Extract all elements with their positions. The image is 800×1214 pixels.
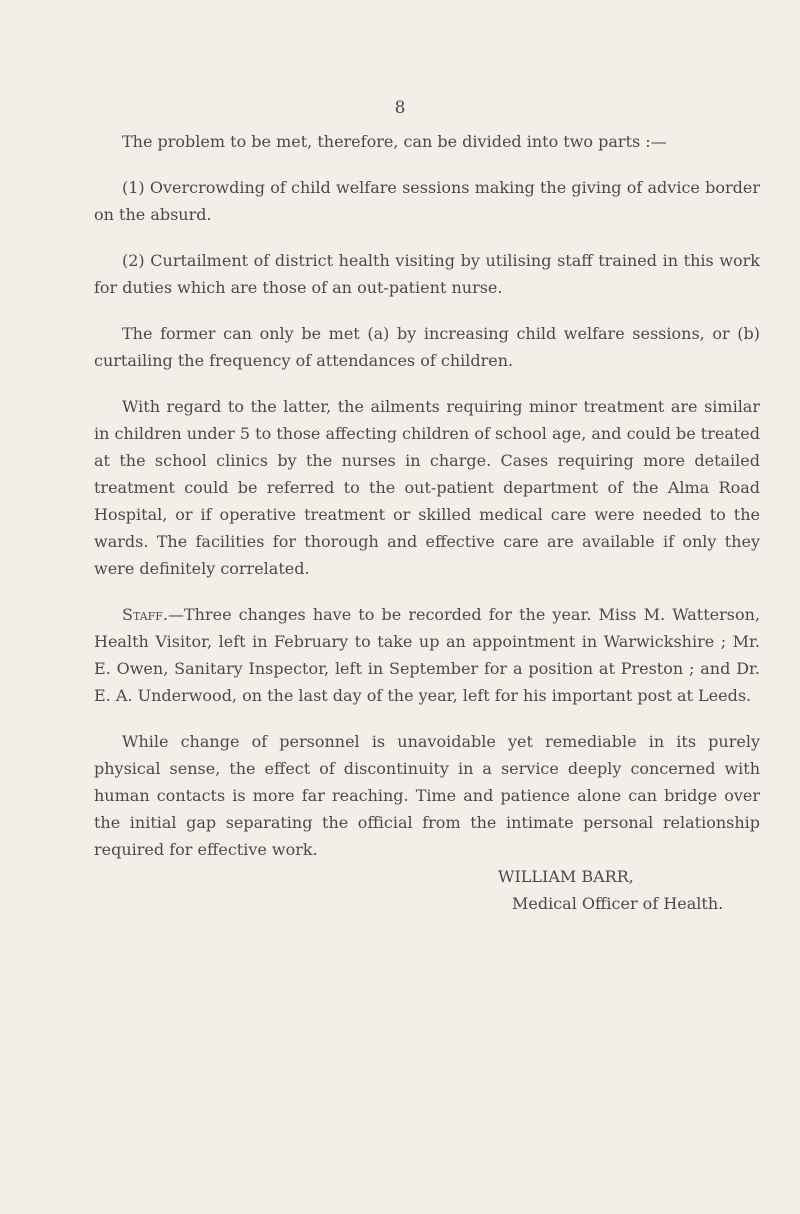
paragraph-latter: With regard to the latter, the ailments requiring minor treatment are similar in children under 5 to those affecting children of school age, and could be treated at the school clinics by the nurses in charge. Cases requiring more detailed treatment could be referred to the out-patient department of the Alma Road Hospital, or if operative treatment or skilled medical care were needed to the wards. The facilities for thorough and effective care are available if only they were definitely correlated. <box>94 397 760 578</box>
paragraph-former: The former can only be met (a) by increasing child welfare sessions, or (b) curtailing the frequency of attendances of children. <box>94 324 760 370</box>
body-text <box>94 128 760 882</box>
signature-title: Medical Officer of Health. <box>512 894 724 913</box>
paragraph-closing: While change of personnel is unavoidable yet remediable in its purely physical sense, the effect of discontinuity in a service deeply concerned with human contacts is more far reaching. Time and patience alone can bridge over the initial gap separating the official from the intimate personal relationship required for effective work. <box>94 732 760 859</box>
staff-heading: Staff. <box>122 605 168 624</box>
paragraph-staff <box>94 601 760 709</box>
paragraph-point-1: (1) Overcrowding of child welfare sessions making the giving of advice border on the absurd. <box>94 178 760 224</box>
signature-name: WILLIAM BARR, <box>498 867 634 886</box>
staff-text: —Three changes have to be recorded for the year. Miss M. Watterson, Health Visitor, left in February to take up an appointment in Warwickshire ; Mr. E. Owen, Sanitary Inspector, left in September for a position at Preston ; and Dr. E. A. Underwood, on the last day of the year, left for his important post at Leeds. <box>94 605 760 705</box>
paragraph-intro: The problem to be met, therefore, can be divided into two parts :— <box>122 132 667 151</box>
paragraph-point-2: (2) Curtailment of district health visiting by utilising staff trained in this work for duties which are those of an out-patient nurse. <box>94 251 760 297</box>
page-number: 8 <box>394 98 406 118</box>
